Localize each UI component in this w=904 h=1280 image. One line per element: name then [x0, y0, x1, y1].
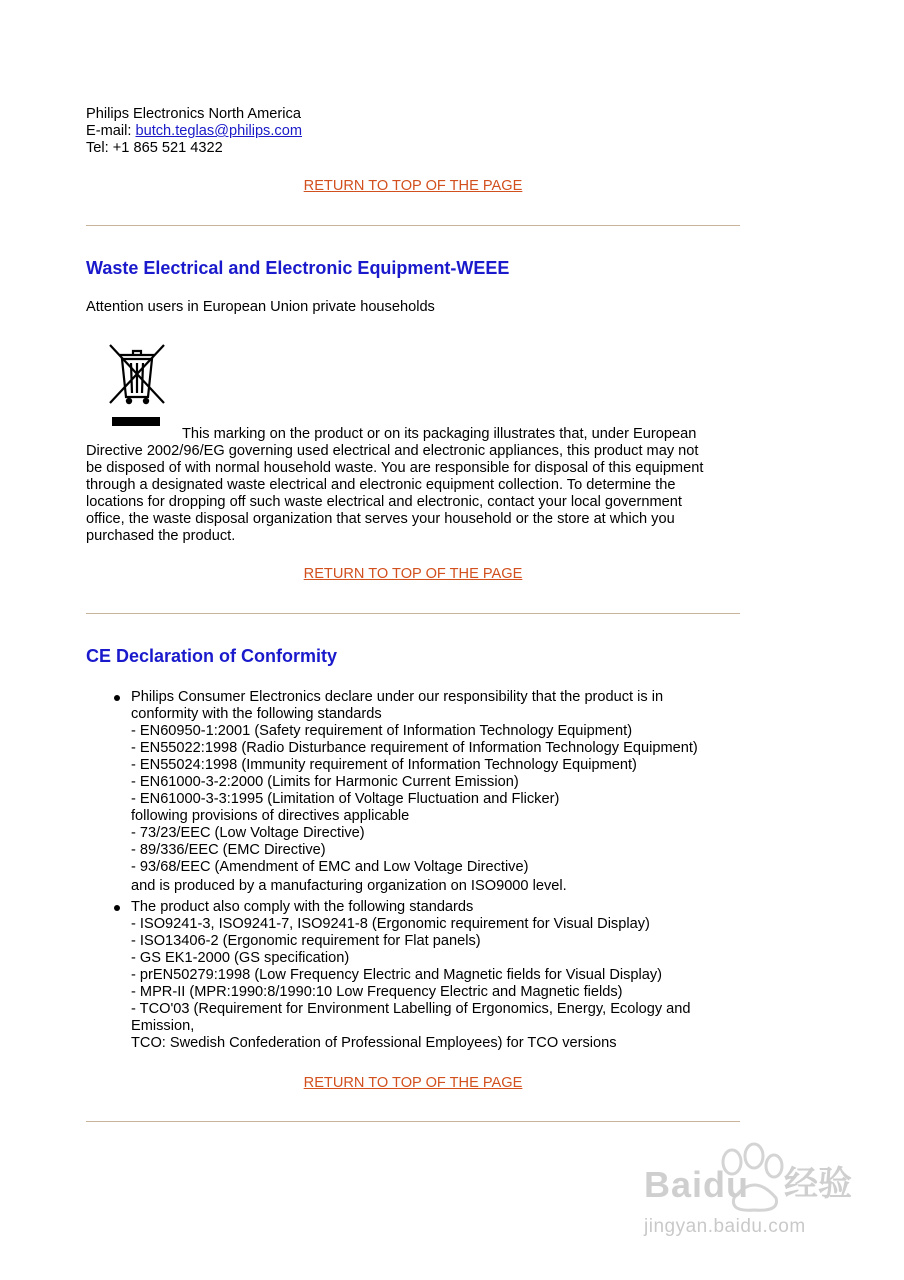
- divider: [86, 613, 740, 614]
- watermark-logo: Baidu: [644, 1164, 750, 1205]
- weee-line: This marking on the product or on its packaging illustrates that, under European: [182, 426, 697, 442]
- email-line: [86, 123, 302, 140]
- company-name: Philips Electronics North America: [86, 106, 301, 122]
- bullet-icon: [114, 695, 120, 701]
- weee-line: through a designated waste electrical and electronic equipment collection. To determine the: [86, 477, 676, 493]
- return-top-3: [0, 1075, 826, 1092]
- weee-line: locations for dropping off such waste electrical and electronic, contact your local government: [86, 494, 682, 510]
- divider: [86, 1121, 740, 1122]
- weee-line: Directive 2002/96/EG governing used electrical and electronic appliances, this product may not: [86, 443, 699, 459]
- return-to-top-link[interactable]: RETURN TO TOP OF THE PAGE: [303, 178, 523, 194]
- ce-heading: CE Declaration of Conformity: [86, 646, 338, 666]
- return-to-top-link[interactable]: RETURN TO TOP OF THE PAGE: [303, 1075, 523, 1091]
- bullet-icon: [114, 905, 120, 911]
- ce-list: [86, 689, 740, 1052]
- watermark-cn: 经验: [784, 1165, 852, 1203]
- weee-line: purchased the product.: [86, 528, 236, 544]
- tel-line: Tel: +1 865 521 4322: [86, 140, 223, 156]
- return-top-1: [0, 178, 826, 195]
- return-top-2: [0, 566, 826, 583]
- divider: [86, 225, 740, 226]
- contact-block: [86, 106, 302, 157]
- weee-paragraph: [86, 426, 740, 545]
- watermark-url: jingyan.baidu.com: [644, 1216, 806, 1237]
- weee-line: office, the waste disposal organization that serves your household or the store at which you: [86, 511, 675, 527]
- weee-crossed-bin-icon: [106, 341, 170, 429]
- email-label: E-mail:: [86, 123, 136, 139]
- list-item: The product also comply with the following standards - ISO9241-3, ISO9241-7, ISO9241-8 (Ergonomic requirement for Visual Display) - ISO13406-2 (Ergonomic requirement for Flat panels) - GS EK1-2000 (GS specification) - prEN50279:1998 (Low Frequency Electric and Magnetic fields for Visual Display) - MPR-II (MPR:1990:8/1990:10 Low Frequency Electric and Magnetic fields) - TCO'03 (Requirement for Environment Labelling of Ergonomics, Energy, Ecology and Emission, TCO: Swedish Confederation of Professional Employees) for TCO versions: [86, 899, 740, 1052]
- weee-line: be disposed of with normal household waste. You are responsible for disposal of this equipment: [86, 460, 704, 476]
- weee-heading: Waste Electrical and Electronic Equipment-WEEE: [86, 258, 510, 278]
- return-to-top-link[interactable]: RETURN TO TOP OF THE PAGE: [303, 566, 523, 582]
- list-item: Philips Consumer Electronics declare under our responsibility that the product is in conformity with the following standards - EN60950-1:2001 (Safety requirement of Information Technology Equipment) - EN55022:1998 (Radio Disturbance requirement of Information Technology Equipment) - EN55024:1998 (Immunity requirement of Information Technology Equipment) - EN61000-3-2:2000 (Limits for Harmonic Current Emission) - EN61000-3-3:1995 (Limitation of Voltage Fluctuation and Flicker) following provisions of directives applicable - 73/23/EEC (Low Voltage Directive) - 89/336/EEC (EMC Directive) - 93/68/EEC (Amendment of EMC and Low Voltage Directive) and is produced by a manufacturing organization on ISO9000 level.: [86, 689, 740, 895]
- weee-attention: Attention users in European Union private households: [86, 299, 435, 315]
- email-link[interactable]: butch.teglas@philips.com: [135, 123, 302, 139]
